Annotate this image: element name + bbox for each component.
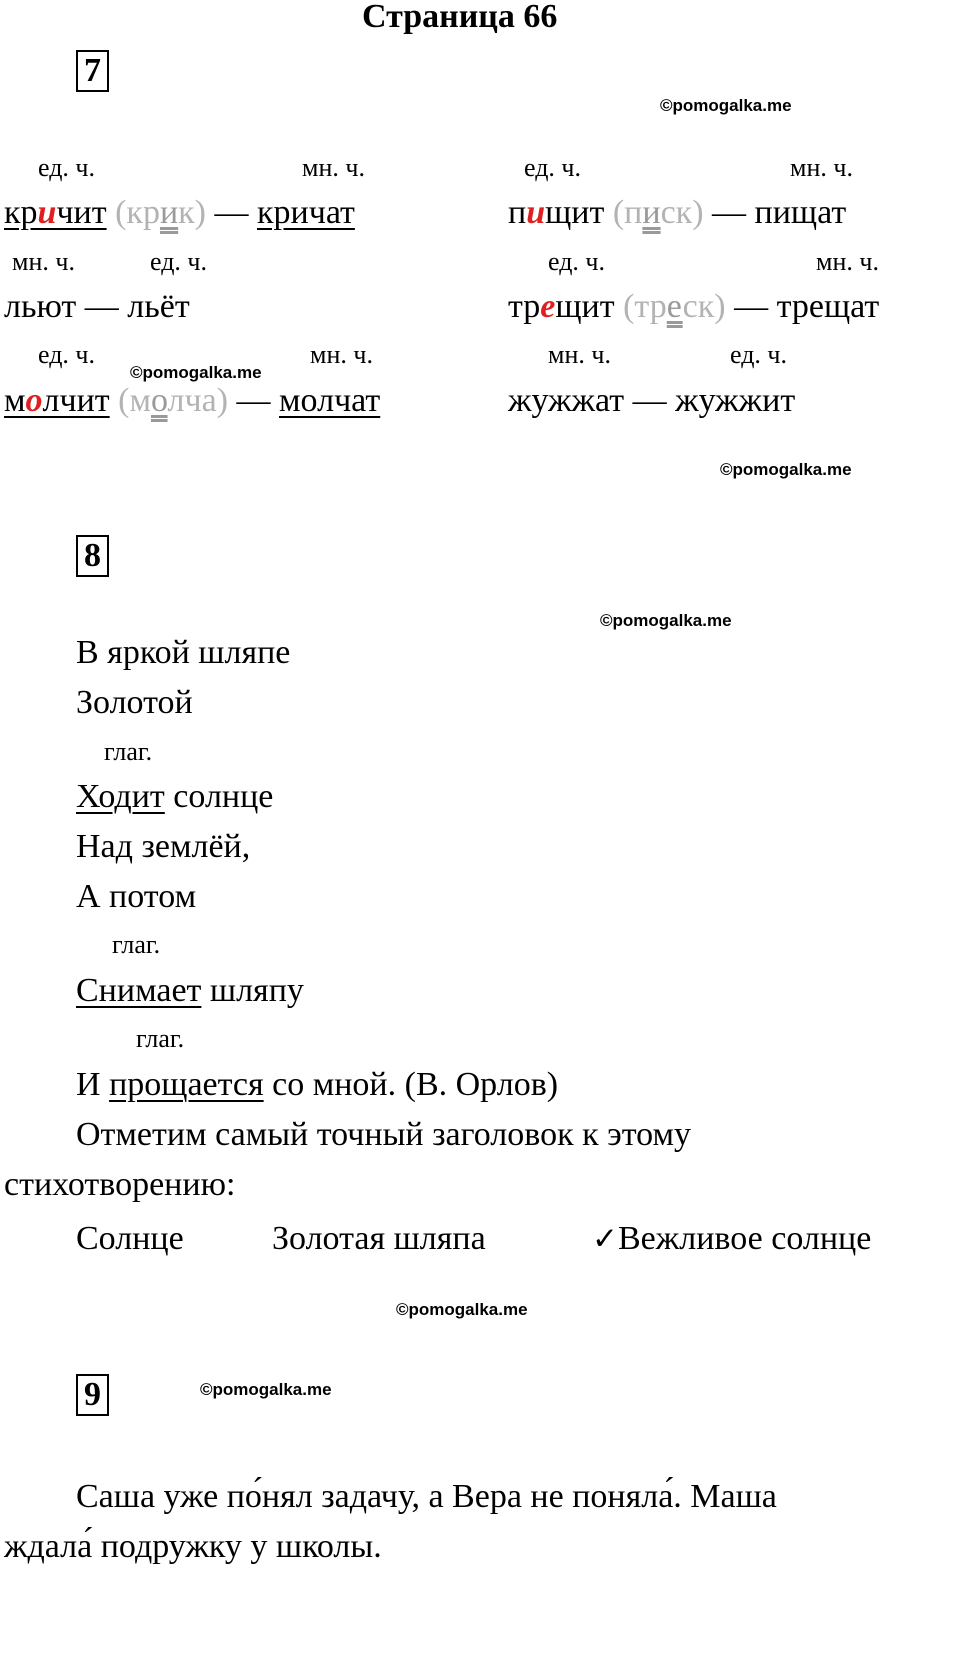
verb-krichat: кричат <box>257 194 355 231</box>
poem-line: Над землёй, <box>76 828 251 865</box>
check-icon: ✓ <box>592 1221 618 1257</box>
word-row-krichit: кричит (крик) — кричат <box>4 194 355 231</box>
number-label: мн. ч. <box>310 340 373 369</box>
watermark: ©pomogalka.me <box>720 460 852 479</box>
exercise-9-number <box>76 1374 109 1416</box>
number-label: ед. ч. <box>150 247 208 276</box>
watermark: ©pomogalka.me <box>200 1380 332 1399</box>
page-title: Страница 66 <box>362 0 558 35</box>
title-option: Золотая шляпа <box>272 1220 486 1257</box>
poem-line: И прощается со мной. (В. Орлов) <box>76 1066 559 1103</box>
title-option-selected: ✓Вежливое солнце <box>592 1220 872 1257</box>
verb-proshchaetsya: прощается <box>109 1066 264 1103</box>
watermark: ©pomogalka.me <box>660 96 792 115</box>
check-word-molcha: (молча) <box>118 382 229 419</box>
word-row-zhuzhzhat: жужжат — жужжит <box>508 382 796 419</box>
number-label: ед. ч. <box>548 247 606 276</box>
word-row-molchit: молчит (молча) — молчат <box>4 382 381 419</box>
poem-line: Ходит солнце <box>76 778 274 815</box>
verb-pishchit: пищит <box>508 194 605 231</box>
poem-line: Золотой <box>76 684 193 721</box>
question-text: Отметим самый точный заголовок к этому <box>76 1116 691 1153</box>
exercise-9-number-text: 9 <box>84 1376 101 1413</box>
exercise-7-number-text: 7 <box>84 52 101 89</box>
poem-line: В яркой шляпе <box>76 634 291 671</box>
watermark: ©pomogalka.me <box>600 611 732 630</box>
number-label: ед. ч. <box>38 153 96 182</box>
watermark: ©pomogalka.me <box>130 363 262 382</box>
exercise-7-number <box>76 50 109 92</box>
exercise-8-number <box>76 535 109 577</box>
poem-line: Снимает шляпу <box>76 972 304 1009</box>
check-word-pisk: (писк) <box>612 194 704 231</box>
verb-label: глаг. <box>136 1024 185 1053</box>
number-label: мн. ч. <box>816 247 879 276</box>
title-option: Солнце <box>76 1220 184 1257</box>
number-label: мн. ч. <box>548 340 611 369</box>
verb-krichit: кричит <box>4 194 107 231</box>
word-row-pishchit: пищит (писк) — пищат <box>508 194 847 231</box>
number-label: мн. ч. <box>12 247 75 276</box>
verb-molchat: молчат <box>279 382 381 419</box>
verb-hodit: Ходит <box>76 778 165 815</box>
verb-molchit: молчит <box>4 382 110 419</box>
number-label: ед. ч. <box>38 340 96 369</box>
verb-label: глаг. <box>112 930 161 959</box>
number-label: ед. ч. <box>524 153 582 182</box>
number-label: мн. ч. <box>302 153 365 182</box>
sentence-line: Саша уже по́нял задачу, а Вера не поняла́. Маша <box>76 1478 777 1515</box>
verb-pishchat: пищат <box>754 194 847 231</box>
check-word-krik: (крик) <box>115 194 206 231</box>
number-label: мн. ч. <box>790 153 853 182</box>
verb-treshchat: трещат <box>776 288 880 325</box>
verb-label: глаг. <box>104 737 153 766</box>
word-row-lyut: льют — льёт <box>4 288 190 325</box>
verb-snimaet: Снимает <box>76 972 202 1009</box>
number-label: ед. ч. <box>730 340 788 369</box>
poem-line: А потом <box>76 878 197 915</box>
verb-treshchit: трещит <box>508 288 615 325</box>
exercise-8-number-text: 8 <box>84 537 101 574</box>
sentence-line: ждала́ подружку у школы. <box>4 1528 382 1565</box>
word-row-treshchit: трещит (треск) — трещат <box>508 288 880 325</box>
watermark: ©pomogalka.me <box>396 1300 528 1319</box>
check-word-tresk: (треск) <box>623 288 726 325</box>
question-text: стихотворению: <box>4 1166 236 1203</box>
